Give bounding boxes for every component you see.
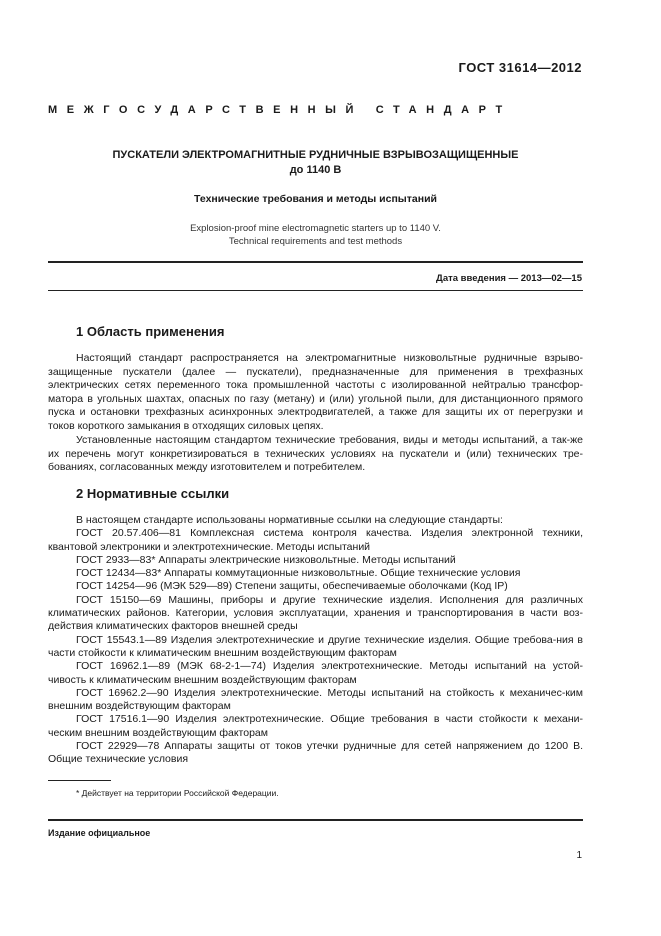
footnote: * Действует на территории Российской Федерации. [76, 788, 279, 798]
title-subtitle: Технические требования и методы испытаний [194, 193, 437, 205]
english-title [48, 222, 583, 248]
footnote-rule [48, 780, 111, 781]
english-title-line-2: Technical requirements and test methods [228, 236, 403, 247]
reference-item: ГОСТ 15150—69 Машины, приборы и другие технические изделия. Исполнения для различных климатических районов. Категории, условия эксплуатации, хранения и транспортирования в части воз-действия климатических факторов внешней среды [48, 593, 583, 633]
reference-item: ГОСТ 22929—78 Аппараты защиты от токов утечки рудничные для сетей напряжением до 1200 В. Общие технические условия [48, 740, 583, 766]
official-edition-label: Издание официальное [48, 828, 151, 838]
reference-item: ГОСТ 16962.1—89 (МЭК 68-2-1—74) Изделия электротехнические. Методы испытаний на устой-чивость к климатическим внешним воздействующим факторам [48, 660, 583, 686]
reference-item: ГОСТ 15543.1—89 Изделия электротехнические и другие технические изделия. Общие требова-ния в части стойкости к климатическим внешним воздействующим факторам [48, 633, 583, 659]
section-1-heading: 1 Область применения [76, 324, 225, 339]
reference-item: ГОСТ 12434—83* Аппараты коммутационные низковольтные. Общие технические условия [76, 567, 521, 580]
references-intro: В настоящем стандарте использованы нормативные ссылки на следующие стандарты: [76, 514, 503, 526]
intro-date: Дата введения — 2013—02—15 [436, 273, 582, 284]
divider [48, 290, 583, 291]
title-line-1: ПУСКАТЕЛИ ЭЛЕКТРОМАГНИТНЫЕ РУДНИЧНЫЕ ВЗРЫВОЗАЩИЩЕННЫЕ [112, 149, 519, 161]
page-number: 1 [576, 850, 582, 861]
section-1-paragraph-1: Настоящий стандарт распространяется на электромагнитные низковольтные рудничные взрыво-защищенные пускатели (далее — пускатели), предназначенные для применения в трехфазных электрических сетях переменного тока промышленной частоты с изолированной нейтралью трансфор-матора в угольных шахтах, опасных по газу (метану) и (или) угольной пыли, для дистанционного прямого пуска и остановки трехфазных асинхронных электродвигателей, а также для защиты их от перегрузки и токов короткого замыкания в отходящих силовых цепях. [48, 352, 583, 432]
reference-item: ГОСТ 20.57.406—81 Комплексная система контроля качества. Изделия электронной техники, квантовой электроники и электротехнические. Методы испытаний [48, 527, 583, 553]
section-2-heading: 2 Нормативные ссылки [76, 486, 230, 501]
reference-item: ГОСТ 14254—96 (МЭК 529—89) Степени защиты, обеспечиваемые оболочками (Код IP) [76, 580, 508, 593]
title-block [48, 148, 583, 248]
divider [48, 261, 583, 263]
english-title-line-1: Explosion-proof mine electromagnetic starters up to 1140 V. [190, 223, 441, 234]
references-list [48, 514, 583, 767]
reference-item: ГОСТ 2933—83* Аппараты электрические низковольтные. Методы испытаний [76, 553, 456, 566]
document-code: ГОСТ 31614—2012 [458, 60, 582, 75]
standard-type-heading: МЕЖГОСУДАРСТВЕННЫЙ СТАНДАРТ [48, 104, 512, 116]
title-line-2: до 1140 В [289, 164, 342, 176]
reference-item: ГОСТ 17516.1—90 Изделия электротехнические. Общие требования в части стойкости к механи-ческим внешним воздействующим факторам [48, 713, 583, 739]
footer-rule [48, 819, 583, 821]
section-1-paragraph-2: Установленные настоящим стандартом технические требования, виды и методы испытаний, а так-же их перечень могут конкретизироваться в технических условиях на пускатели и (или) технических тре-бованиях, согласованных между изготовителем и потребителем. [48, 434, 583, 474]
reference-item: ГОСТ 16962.2—90 Изделия электротехнические. Методы испытаний на стойкость к механичес-ким внешним воздействующим факторам [48, 686, 583, 713]
